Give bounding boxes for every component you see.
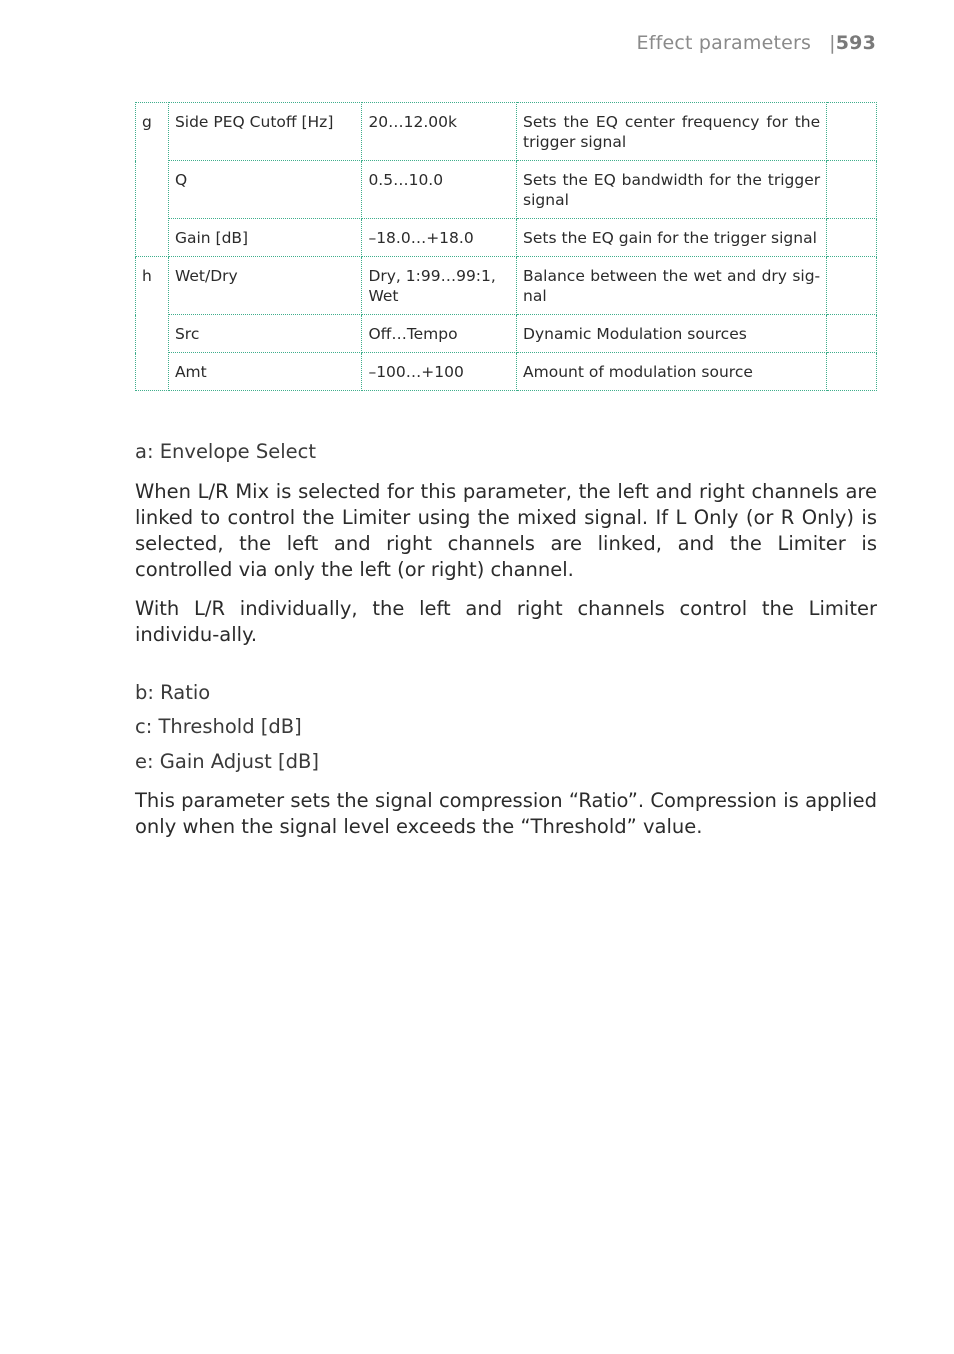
param-extra [827,353,877,391]
param-range: Dry, 1:99…99:1, Wet [362,257,517,315]
group-cell: g [136,103,169,257]
page-number: 593 [835,32,876,54]
param-range: 0.5…10.0 [362,161,517,219]
table-row [136,353,877,391]
param-desc: Sets the EQ center frequency for the trigger signal [517,103,827,161]
heading-threshold: c: Threshold [dB] [135,715,302,738]
param-desc: Dynamic Modulation sources [517,315,827,353]
paragraph-envelope-select: When L/R Mix is selected for this parameter, the left and right channels are linked to control the Limiter using the mixed signal. If L Only (or R Only) is selected, the left and right channels are linked, and the Limiter is controlled via only the left (or right) channel. [135,480,877,581]
heading-envelope-select: a: Envelope Select [135,440,317,463]
table-row [136,161,877,219]
param-desc: Amount of modulation source [517,353,827,391]
param-name: Amt [168,353,361,391]
header-separator: | [829,32,836,54]
paragraph-individual: With L/R individually, the left and right channels control the Limiter individu-ally. [135,597,877,646]
param-range: –18.0…+18.0 [362,219,517,257]
param-name: Q [168,161,361,219]
table-row [136,219,877,257]
heading-gain-adjust: e: Gain Adjust [dB] [135,750,319,773]
heading-ratio: b: Ratio [135,681,211,704]
section-title: Effect parameters [636,32,812,54]
param-range: Off…Tempo [362,315,517,353]
table-row [136,257,877,315]
table-row [136,103,877,161]
page-header [637,32,877,54]
parameter-table [135,102,877,391]
param-extra [827,161,877,219]
param-name: Wet/Dry [168,257,361,315]
param-range: 20…12.00k [362,103,517,161]
param-extra [827,257,877,315]
param-range: –100…+100 [362,353,517,391]
param-extra [827,103,877,161]
table-row [136,315,877,353]
group-cell: h [136,257,169,391]
param-extra [827,219,877,257]
param-desc: Sets the EQ bandwidth for the trigger signal [517,161,827,219]
param-name: Side PEQ Cutoff [Hz] [168,103,361,161]
param-extra [827,315,877,353]
param-desc: Sets the EQ gain for the trigger signal [517,219,827,257]
param-desc: Balance between the wet and dry sig-nal [517,257,827,315]
param-name: Gain [dB] [168,219,361,257]
paragraph-ratio: This parameter sets the signal compression “Ratio”. Compression is applied only when the signal level exceeds the “Threshold” value. [135,789,877,838]
param-name: Src [168,315,361,353]
